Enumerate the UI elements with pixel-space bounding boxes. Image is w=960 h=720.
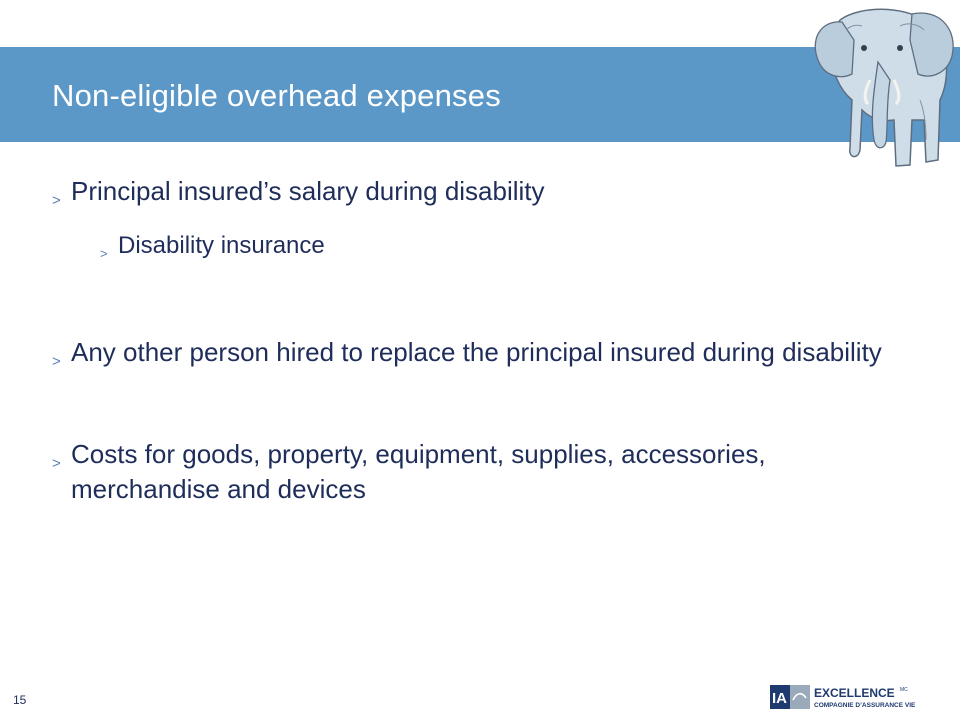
chevron-right-icon: > [52,455,61,472]
bullet-text: Disability insurance [118,232,325,259]
chevron-right-icon: > [52,192,61,209]
logo-tagline: COMPAGNIE D’ASSURANCE VIE [814,702,916,709]
bullet-text: Costs for goods, property, equipment, supplies, accessories, merchandise and devices [71,439,766,504]
bullet-text: Any other person hired to replace the principal insured during disability [71,337,882,367]
bullet-costs [52,437,812,507]
ia-excellence-logo [770,684,940,710]
page-number: 15 [13,693,27,707]
sub-bullet-disability-insurance [100,230,325,262]
elephant-illustration [800,0,960,175]
bullet-text: Principal insured’s salary during disability [71,176,545,206]
chevron-right-icon: > [52,353,61,370]
bullet-other-person [52,335,912,370]
chevron-right-icon: > [100,246,108,261]
bullet-salary [52,174,545,209]
slide-title: Non-eligible overhead expenses [52,78,501,113]
logo-brand: EXCELLENCE [814,686,895,700]
logo-mark: IA [772,690,787,707]
logo-trademark: MC [900,687,908,693]
